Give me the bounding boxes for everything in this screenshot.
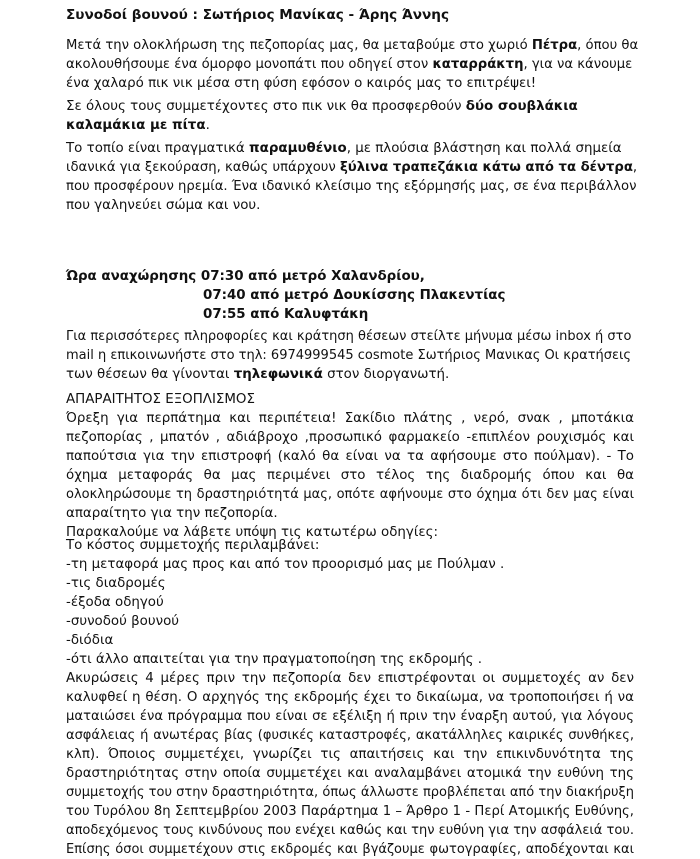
terms-line: δραστηριότητας στην οποία συμμετέχει και αναλαμβάνει ατομικά την ευθύνη της: [66, 766, 634, 781]
cost-item: -συνοδού βουνού: [66, 614, 180, 629]
terms-line: κλπ). Όποιος συμμετέχει, γνωρίζει τις απαιτήσεις και την επικινδυνότητα της: [66, 747, 634, 762]
waterfall-text: καταρράκτη: [432, 57, 524, 72]
picnic-paragraph: [66, 97, 634, 135]
departure-time-1: Ώρα αναχώρησης 07:30 από μετρό Χαλανδρίου,: [66, 269, 425, 284]
cost-item: -τη μεταφορά μας προς και από τον προορισμό μας με Πούλμαν .: [66, 557, 505, 572]
landscape-line-4: που γαληνεύει σώμα και νου.: [66, 198, 261, 213]
equipment-section: [66, 390, 634, 542]
instructions-line: Παρακαλούμε να λάβετε υπόψη τις κατωτέρω οδηγίες:: [66, 525, 438, 540]
contact-line-1: Για περισσότερες πληροφορίες και κράτηση θέσεων στείλτε μήνυμα μέσω inbox ή στο: [66, 329, 632, 344]
village-name: Πέτρα: [531, 38, 578, 53]
by-phone-text: τηλεφωνικά: [233, 367, 323, 382]
cost-item: -ότι άλλο απαιτείται για την πραγματοποίηση της εκδρομής .: [66, 652, 483, 667]
terms-line: συμμετοχής του στην δραστηριότητα, όπως άλλωστε προβλέπεται από την διακήρυξη: [66, 785, 634, 800]
cost-section: [66, 536, 634, 859]
terms-line: καλυφθεί η θέση. Ο αρχηγός της εκδρομής έχει το δικαίωμα, να τροποποιήσει ή να: [66, 690, 634, 705]
terms-line: ασφάλειας ή ανωτέρας βίας (φυσικές καταστροφές, ακατάλληλες καιρικές συνθήκες,: [66, 728, 634, 743]
intro-paragraph: [66, 36, 639, 93]
fairytale-text: παραμυθένιο: [249, 141, 347, 156]
departure-time-3: 07:55 από Καλυφτάκη: [203, 307, 369, 322]
terms-line: αποδεχόμενος τους κινδύνους που ενέχει καθώς και την ευθύνη για την ασφάλειά του.: [66, 823, 634, 838]
wooden-tables-text: ξύλινα τραπεζάκια κάτω από τα δέντρα: [340, 160, 633, 175]
cost-item: -έξοδα οδηγού: [66, 595, 164, 610]
equipment-line: ολοκληρώσουμε τη δραστηριότητά μας, οπότε αφήνουμε στο όχημα ότι δεν μας είναι: [66, 487, 634, 502]
landscape-line-2: ιδανικά για ξεκούραση, καθώς υπάρχουν ξύλινα τραπεζάκια κάτω από τα δέντρα,: [66, 160, 638, 175]
terms-line: του Τυρόλου 8η Σεπτεμβρίου 2003 Παράρτημα 1 – Άρθρο 1 - Περί Ατομικής Ευθύνης,: [66, 804, 634, 819]
intro-line-1: Μετά την ολοκλήρωση της πεζοπορίας μας, θα μεταβούμε στο χωριό Πέτρα, όπου θα: [66, 38, 639, 53]
terms-line: Ακυρώσεις 4 μέρες πριν την πεζοπορία δεν επιστρέφονται οι συμμετοχές αν δεν: [66, 671, 634, 686]
landscape-line-1: Το τοπίο είναι πραγματικά παραμυθένιο, με πλούσια βλάστηση και πολλά σημεία: [66, 141, 622, 156]
mountain-guides-heading: Συνοδοί βουνού : Σωτήριος Μανίκας - Άρης Άννης: [66, 7, 450, 23]
cost-item: -τις διαδρομές: [66, 576, 166, 591]
souvlaki-offer: δύο σουβλάκια: [465, 99, 578, 114]
equipment-line: Όρεξη για περπάτημα και περιπέτεια! Σακίδιο πλάτης , νερό, σνακ , μποτάκια: [66, 411, 634, 426]
equipment-title: ΑΠΑΡΑΙΤΗΤΟΣ ΕΞΟΠΛΙΣΜΟΣ: [66, 392, 255, 407]
equipment-line: παπούτσια για την επιστροφή (καλό θα είναι να τα αφήσουμε στο πούλμαν). - Το: [66, 449, 634, 464]
landscape-paragraph: [66, 139, 638, 215]
souvlaki-offer-cont: καλαμάκια με πίτα: [66, 118, 206, 133]
intro-line-2: ακολουθήσουμε ένα όμορφο μονοπάτι που οδηγεί στον καταρράκτη, για να κάνουμε: [66, 57, 633, 72]
picnic-line-2: καλαμάκια με πίτα.: [66, 118, 210, 133]
equipment-line: όχημα μεταφοράς θα μας περιμένει στο τέλος της διαδρομής όπου και θα: [66, 468, 634, 483]
intro-line-3: ένα χαλαρό πικ νικ μέσα στη φύση εφόσον ο καιρός μας το επιτρέψει!: [66, 76, 537, 91]
equipment-line-last: απαραίτητο για την πεζοπορία.: [66, 506, 278, 521]
contact-paragraph: [66, 327, 634, 384]
cost-title: Το κόστος συμμετοχής περιλαμβάνει:: [66, 538, 320, 553]
departure-time-2: 07:40 από μετρό Δουκίσσης Πλακεντίας: [203, 288, 506, 303]
contact-line-3: των θέσεων θα γίνονται τηλεφωνικά στον διοργανωτή.: [66, 367, 450, 382]
departure-times: [66, 267, 505, 324]
terms-line: Επίσης όσοι συμμετέχουν στις εκδρομές και βγάζουμε φωτογραφίες, αποδέχονται και: [66, 842, 634, 857]
landscape-line-3: που προσφέρουν ηρεμία. Ένα ιδανικό κλείσιμο της εξόρμησής μας, σε ένα περιβάλλον: [66, 179, 637, 194]
equipment-line: πεζοπορίας , μπατόν , αδιάβροχο ,προσωπικό φαρμακείο -επιπλέον ρουχισμός και: [66, 430, 634, 445]
terms-line: ματαιώσει ένα πρόγραμμα που είναι σε εξέλιξη ή πριν την έναρξη αυτού, για λόγους: [66, 709, 634, 724]
contact-line-2: mail η επικοινωνήστε στο τηλ: 6974999545 cosmote Σωτήριος Μανικας Οι κρατήσεις: [66, 348, 632, 363]
cost-item: -διόδια: [66, 633, 114, 648]
picnic-line-1: Σε όλους τους συμμετέχοντες στο πικ νικ θα προσφερθούν δύο σουβλάκια: [66, 99, 578, 114]
